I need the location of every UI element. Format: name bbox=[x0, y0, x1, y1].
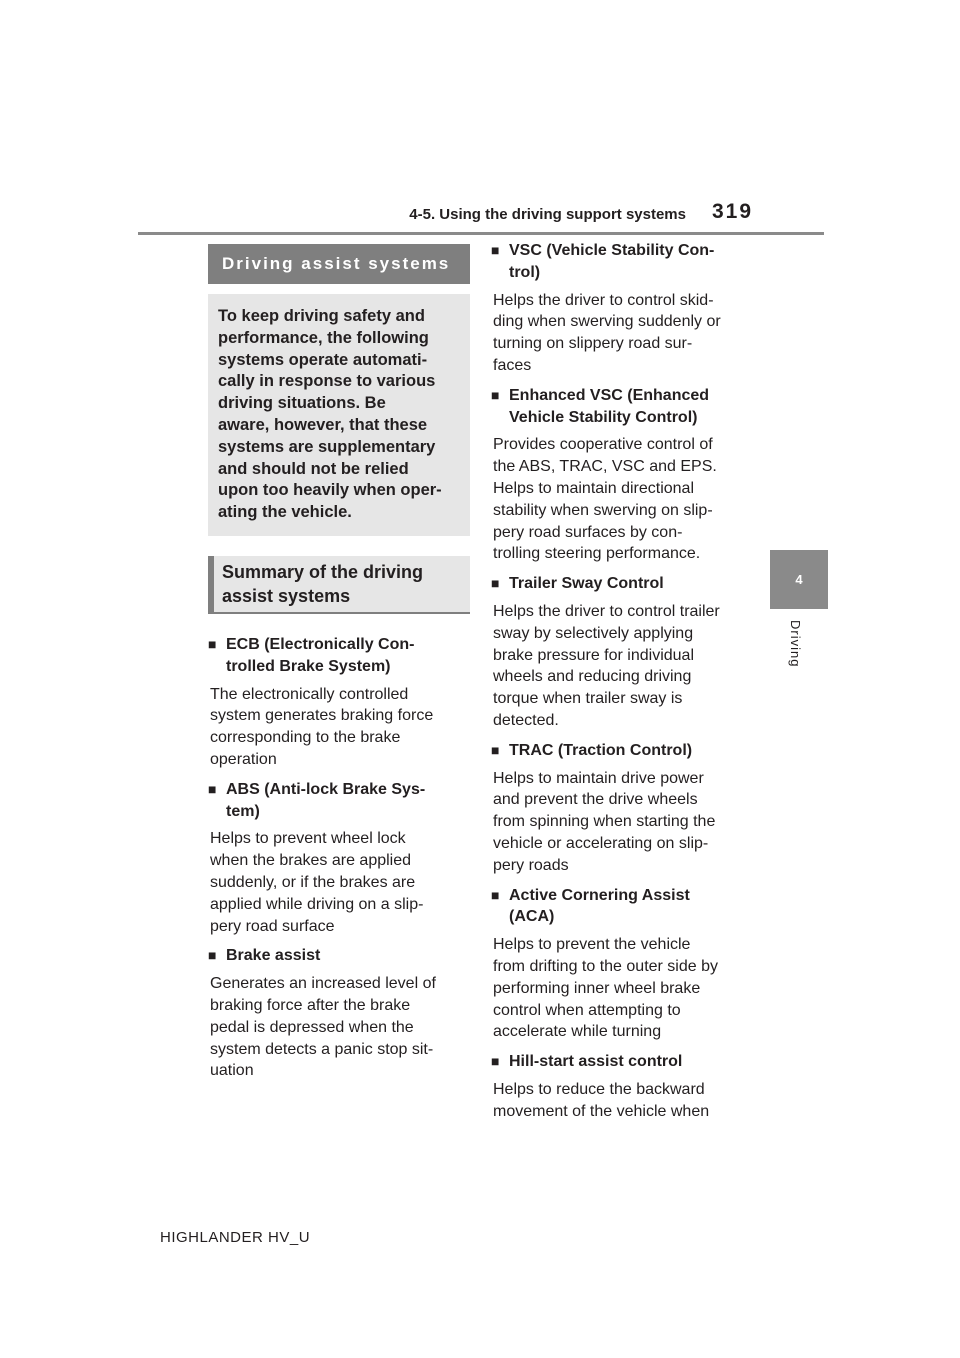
square-bullet-icon: ■ bbox=[491, 741, 500, 758]
feature-item bbox=[208, 634, 470, 771]
feature-title: ■ VSC (Vehicle Stability Con- trol) bbox=[491, 242, 715, 281]
square-bullet-icon: ■ bbox=[491, 386, 500, 403]
feature-description: Helps to maintain drive power and prevent the drive wheels from spinning when starting the vehicle or accelerating on slip- pery roads bbox=[493, 769, 716, 874]
footer-model: HIGHLANDER HV_U bbox=[160, 1229, 311, 1246]
square-bullet-icon: ■ bbox=[208, 635, 217, 652]
section-banner: Driving assist systems bbox=[208, 244, 470, 284]
square-bullet-icon: ■ bbox=[491, 575, 500, 592]
feature-title: ■ Hill-start assist control bbox=[491, 1051, 747, 1073]
square-bullet-icon: ■ bbox=[208, 780, 217, 797]
feature-item bbox=[491, 573, 747, 732]
header-rule bbox=[138, 232, 824, 235]
running-header: 4-5. Using the driving support systems bbox=[409, 206, 686, 223]
feature-description: Generates an increased level of braking force after the brake pedal is depressed when the system detects a panic stop sit- uation bbox=[210, 975, 436, 1080]
feature-title: ■ Brake assist bbox=[208, 945, 470, 967]
right-items bbox=[491, 240, 747, 1122]
square-bullet-icon: ■ bbox=[491, 886, 500, 903]
feature-description: Helps to prevent the vehicle from drifting to the outer side by performing inner wheel brake control when attempting to accelerate while turning bbox=[493, 936, 718, 1041]
feature-description: Helps the driver to control trailer sway by selectively applying brake pressure for individual wheels and reducing driving torque when trailer sway is detected. bbox=[493, 602, 720, 729]
feature-title: ■ TRAC (Traction Control) bbox=[491, 740, 747, 762]
feature-title: ■ ABS (Anti-lock Brake Sys- tem) bbox=[208, 780, 426, 820]
feature-description: Helps the driver to control skid- ding when swerving suddenly or turning on slippery road sur- faces bbox=[493, 291, 721, 374]
feature-item bbox=[491, 240, 747, 377]
left-column bbox=[208, 240, 470, 1082]
feature-description: Provides cooperative control of the ABS, TRAC, VSC and EPS. Helps to maintain directional stability when swerving on slip- pery road surfaces by con- trolling steering performance. bbox=[493, 436, 717, 563]
square-bullet-icon: ■ bbox=[491, 242, 500, 258]
feature-item bbox=[491, 740, 747, 877]
feature-item bbox=[491, 885, 747, 1044]
right-column bbox=[491, 240, 747, 1122]
feature-title: ■ Active Cornering Assist (ACA) bbox=[491, 886, 690, 926]
feature-item bbox=[208, 779, 470, 938]
chapter-number: 4 bbox=[795, 572, 803, 587]
chapter-label: Driving bbox=[788, 620, 803, 668]
intro-text: To keep driving safety and performance, the following systems operate automati- cally in response to various driving situations. Be aware, however, that these systems are supplementary and should not be relied upon too heavily when oper- ating the vehicle. bbox=[218, 307, 442, 522]
square-bullet-icon: ■ bbox=[208, 947, 217, 964]
square-bullet-icon: ■ bbox=[491, 1053, 500, 1070]
feature-title: ■ Trailer Sway Control bbox=[491, 573, 747, 595]
feature-title: ■ ECB (Electronically Con- trolled Brake System) bbox=[208, 635, 415, 675]
subsection-title: Summary of the driving assist systems bbox=[208, 556, 470, 614]
feature-item bbox=[491, 1051, 747, 1122]
feature-description: Helps to prevent wheel lock when the brakes are applied suddenly, or if the brakes are applied while driving on a slip- pery road surface bbox=[210, 830, 424, 935]
intro-box bbox=[208, 294, 470, 536]
chapter-tab bbox=[770, 550, 828, 609]
feature-description: Helps to reduce the backward movement of the vehicle when bbox=[493, 1080, 710, 1120]
feature-item bbox=[491, 385, 747, 565]
left-items bbox=[208, 634, 470, 1082]
feature-description: The electronically controlled system generates braking force corresponding to the brake operation bbox=[210, 685, 434, 768]
feature-title: ■ Enhanced VSC (Enhanced Vehicle Stability Control) bbox=[491, 386, 710, 426]
feature-item bbox=[208, 945, 470, 1082]
page-number: 319 bbox=[712, 200, 754, 223]
